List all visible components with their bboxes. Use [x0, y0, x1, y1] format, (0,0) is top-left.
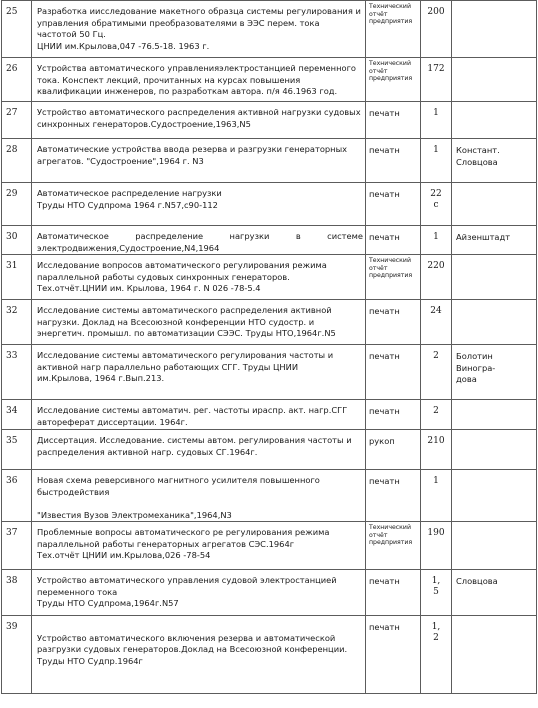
row-number: 25 — [6, 7, 18, 17]
coauthors: Болотин Виногра- дова — [456, 351, 496, 384]
cell-pages — [421, 522, 452, 570]
table-row — [2, 183, 537, 226]
cell-number — [2, 1, 32, 58]
table-row — [2, 345, 537, 400]
table-row — [2, 102, 537, 139]
cell-type — [366, 226, 421, 255]
cell-title — [32, 226, 366, 255]
publications-table-body — [2, 1, 537, 694]
coauthors — [452, 1, 536, 7]
page-count: 172 — [427, 64, 445, 74]
publication-type: печатн — [369, 576, 400, 586]
publication-title: Диссертация. Исследование. системы автом. регулирования частоты и распределения активной нагр. судовых СГ.1964г. — [37, 435, 352, 457]
publication-type: печатн — [369, 108, 400, 118]
row-number: 38 — [6, 576, 18, 586]
cell-pages — [421, 58, 452, 102]
page-count: 1 — [433, 108, 439, 118]
cell-coauthors — [452, 255, 537, 300]
row-number: 39 — [6, 622, 18, 632]
publication-type: печатн — [369, 476, 400, 486]
publication-title: Новая схема реверсивного магнитного усилителя повышенного быстродействия "Известия Вузов Электромеханика",1964,N3 — [37, 475, 320, 520]
row-number: 33 — [6, 351, 18, 361]
cell-coauthors — [452, 102, 537, 139]
publication-title: Исследование вопросов автоматического регулирования режима параллельной работы судовых синхронных генераторов. Тех.отчёт.ЦНИИ им. Крылова, 1964 г. N 026 -78-5.4 — [37, 260, 327, 293]
publication-title: Устройство автоматического включения резерва и автоматической разгрузки судовых генераторов.Доклад на Всесоюзной конференции. Труды НТО Судпр.1964г — [37, 632, 348, 666]
cell-title — [32, 570, 366, 616]
table-row — [2, 226, 537, 255]
cell-type — [366, 430, 421, 470]
row-number: 34 — [6, 406, 18, 416]
coauthors: Айзенштадт — [456, 232, 511, 242]
coauthors — [452, 616, 536, 622]
cell-pages — [421, 226, 452, 255]
table-row — [2, 139, 537, 183]
cell-coauthors — [452, 226, 537, 255]
page-count: 24 — [430, 306, 442, 316]
cell-type — [366, 570, 421, 616]
cell-number — [2, 255, 32, 300]
cell-coauthors — [452, 58, 537, 102]
cell-coauthors — [452, 522, 537, 570]
row-number: 30 — [6, 232, 18, 242]
table-row — [2, 58, 537, 102]
publication-title: Исследование системы автоматического распределения активной нагрузки. Доклад на Всесоюзной конференции НТО судостр. и энергетич. промышл. по автоматизации СЭЭС. Труды НТО,1964г.N5 — [37, 305, 336, 338]
cell-type — [366, 300, 421, 345]
cell-coauthors — [452, 183, 537, 226]
cell-coauthors — [452, 616, 537, 694]
cell-number — [2, 430, 32, 470]
row-number: 31 — [6, 261, 18, 271]
cell-title — [32, 345, 366, 400]
cell-number — [2, 139, 32, 183]
cell-type — [366, 58, 421, 102]
cell-title — [32, 430, 366, 470]
row-number: 26 — [6, 64, 18, 74]
page-count: 200 — [427, 7, 445, 17]
coauthors — [452, 400, 536, 406]
page-count: 210 — [427, 436, 445, 446]
cell-type — [366, 183, 421, 226]
cell-coauthors — [452, 1, 537, 58]
cell-type — [366, 470, 421, 522]
page-count: 1 — [433, 476, 439, 486]
cell-pages — [421, 430, 452, 470]
cell-pages — [421, 183, 452, 226]
coauthors — [452, 58, 536, 64]
cell-type — [366, 102, 421, 139]
cell-number — [2, 616, 32, 694]
cell-number — [2, 400, 32, 430]
table-row — [2, 400, 537, 430]
publication-type: печатн — [369, 622, 400, 632]
publication-type: печатн — [369, 351, 400, 361]
publication-title: Устройство автоматического распределения активной нагрузки судовых синхронных генераторов.Судостроение,1963,N5 — [37, 107, 361, 129]
publication-title: Проблемные вопросы автоматического ре регулирования режима параллельной работы генераторных агрегатов СЭС.1964г Тех.отчёт ЦНИИ им.Крылова,026 -78-54 — [37, 527, 330, 560]
publication-type: рукоп — [369, 436, 395, 446]
cell-coauthors — [452, 300, 537, 345]
table-row — [2, 570, 537, 616]
publication-title: Исследование системы автоматич. рег. частоты ираспр. акт. нагр.СГГ автореферат диссертации. 1964г. — [37, 405, 348, 427]
coauthors — [452, 255, 536, 261]
coauthors — [452, 522, 536, 528]
cell-pages — [421, 102, 452, 139]
coauthors — [452, 183, 536, 189]
table-row — [2, 1, 537, 58]
row-number: 32 — [6, 306, 18, 316]
cell-title — [32, 522, 366, 570]
cell-title — [32, 616, 366, 694]
publication-type: Технический отчёт предприятия — [369, 524, 413, 547]
cell-title — [32, 1, 366, 58]
cell-type — [366, 345, 421, 400]
page-count: 220 — [427, 261, 445, 271]
table-row — [2, 616, 537, 694]
cell-number — [2, 183, 32, 226]
cell-number — [2, 522, 32, 570]
table-row — [2, 522, 537, 570]
cell-coauthors — [452, 139, 537, 183]
publication-type: Технический отчёт предприятия — [369, 60, 413, 83]
row-number: 36 — [6, 476, 18, 486]
cell-title — [32, 255, 366, 300]
cell-pages — [421, 470, 452, 522]
page-count: 1 — [433, 232, 439, 242]
publication-title: Разработка иисследование макетного образца системы регулирования и управления обратимыми преобразователями в ЭЭС перем. тока частотой 50 Гц. ЦНИИ им.Крылова,047 -76.5-18. 1963 г. — [37, 6, 361, 51]
cell-pages — [421, 345, 452, 400]
cell-title — [32, 58, 366, 102]
publication-type: печатн — [369, 406, 400, 416]
publication-type: Технический отчёт предприятия — [369, 3, 413, 26]
publication-type: печатн — [369, 306, 400, 316]
row-number: 27 — [6, 108, 18, 118]
cell-pages — [421, 616, 452, 694]
cell-type — [366, 616, 421, 694]
publications-table — [1, 0, 537, 694]
cell-number — [2, 570, 32, 616]
page-count: 22 с — [430, 189, 442, 210]
page-count: 2 — [433, 351, 439, 361]
cell-pages — [421, 139, 452, 183]
row-number: 35 — [6, 436, 18, 446]
cell-number — [2, 226, 32, 255]
publication-title: Автоматическое распределение нагрузки Труды НТО Судпрома 1964 г.N57,с90-112 — [37, 188, 222, 210]
cell-pages — [421, 400, 452, 430]
cell-title — [32, 400, 366, 430]
cell-coauthors — [452, 570, 537, 616]
coauthors — [452, 102, 536, 108]
publication-title: Автоматические устройства ввода резерва и разгрузки генераторных агрегатов. "Судостроение",1964 г. N3 — [37, 144, 348, 166]
cell-type — [366, 400, 421, 430]
coauthors — [452, 300, 536, 306]
page-count: 1, 2 — [431, 622, 441, 643]
cell-pages — [421, 255, 452, 300]
cell-pages — [421, 300, 452, 345]
table-row — [2, 470, 537, 522]
cell-type — [366, 1, 421, 58]
cell-title — [32, 300, 366, 345]
table-row — [2, 430, 537, 470]
page-count: 1 — [433, 145, 439, 155]
page-count: 1, 5 — [431, 576, 441, 597]
page-count: 2 — [433, 406, 439, 416]
publication-type: печатн — [369, 232, 400, 242]
cell-pages — [421, 1, 452, 58]
cell-title — [32, 470, 366, 522]
table-row — [2, 255, 537, 300]
row-number: 37 — [6, 528, 18, 538]
cell-type — [366, 139, 421, 183]
coauthors — [452, 470, 536, 476]
coauthors: Словцова — [456, 576, 498, 586]
cell-number — [2, 300, 32, 345]
cell-type — [366, 522, 421, 570]
coauthors: Констант. Словцова — [456, 145, 500, 167]
publication-title: Устройство автоматического управления судовой электростанцией переменного тока Труды НТО Судпрома,1964г.N57 — [37, 575, 337, 608]
row-number: 29 — [6, 189, 18, 199]
table-row — [2, 300, 537, 345]
cell-title — [32, 139, 366, 183]
row-number: 28 — [6, 145, 18, 155]
cell-pages — [421, 570, 452, 616]
publication-type: печатн — [369, 189, 400, 199]
cell-title — [32, 102, 366, 139]
publication-type: Технический отчёт предприятия — [369, 257, 413, 280]
publication-title: Устройства автоматического управленияэлектростанцией переменного тока. Конспект лекций, прочитанных на курсах повышения квалификации инженеров, по разработкам автора. п/я 46.1963 год. — [37, 63, 357, 96]
publication-title: Исследование системы автоматического регулирования частоты и активной нагр параллельно работающих СГГ. Труды ЦНИИ им.Крылова, 1964 г.Вып.213. — [37, 350, 334, 383]
cell-number — [2, 345, 32, 400]
publication-title: Автоматическое распределение нагрузки в системе электродвижения,Судостроение,N4,1964 — [37, 231, 363, 253]
cell-type — [366, 255, 421, 300]
coauthors — [452, 430, 536, 436]
cell-title — [32, 183, 366, 226]
cell-number — [2, 470, 32, 522]
publication-type: печатн — [369, 145, 400, 155]
cell-coauthors — [452, 345, 537, 400]
cell-number — [2, 102, 32, 139]
cell-number — [2, 58, 32, 102]
cell-coauthors — [452, 470, 537, 522]
cell-coauthors — [452, 400, 537, 430]
cell-coauthors — [452, 430, 537, 470]
page-count: 190 — [427, 528, 445, 538]
